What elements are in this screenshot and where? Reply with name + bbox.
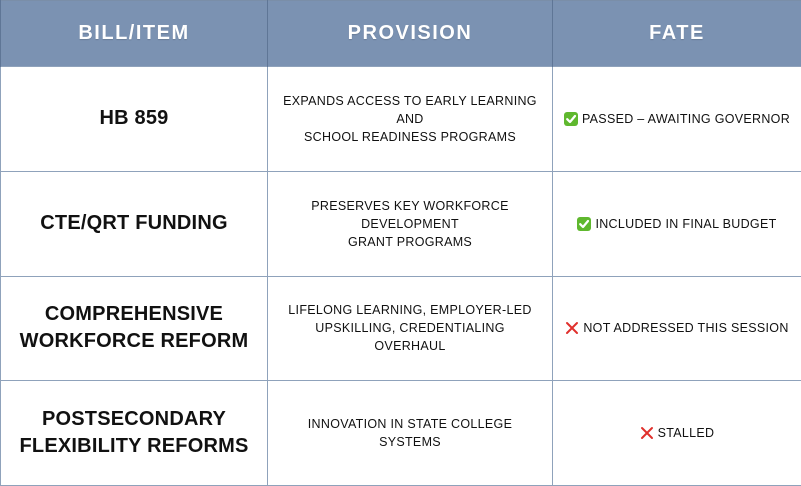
provision-cell	[268, 171, 553, 276]
provision-cell	[268, 67, 553, 172]
provision-line: PRESERVES KEY WORKFORCE DEVELOPMENT	[311, 198, 509, 231]
bill-cell	[1, 381, 268, 486]
fate-text: NOT ADDRESSED THIS SESSION	[583, 321, 789, 336]
provision-line: GRANT PROGRAMS	[347, 234, 473, 249]
fate-cell	[553, 171, 801, 276]
bill-name: POSTSECONDARY	[41, 408, 227, 431]
header-bill: BILL/ITEM	[1, 1, 268, 67]
bill-name: WORKFORCE REFORM	[19, 330, 249, 353]
provision-line: UPSKILLING, CREDENTIALING OVERHAUL	[315, 321, 505, 354]
bill-cell	[1, 171, 268, 276]
cross-mark-icon	[640, 426, 654, 440]
fate-text: STALLED	[657, 426, 715, 441]
table-row	[1, 171, 801, 276]
bill-name: COMPREHENSIVE	[44, 303, 224, 326]
header-row	[1, 1, 801, 67]
fate-cell	[553, 276, 801, 381]
provision-line: SCHOOL READINESS PROGRAMS	[304, 129, 516, 144]
fate-cell	[553, 381, 801, 486]
fate-text: PASSED – AWAITING GOVERNOR	[581, 111, 791, 126]
table-row	[1, 381, 801, 486]
provision-line: INNOVATION IN STATE COLLEGE SYSTEMS	[307, 417, 513, 450]
check-mark-icon	[564, 112, 578, 126]
provision-cell	[268, 381, 553, 486]
bill-cell	[1, 67, 268, 172]
bill-name: FLEXIBILITY REFORMS	[19, 435, 249, 458]
table-row	[1, 276, 801, 381]
bill-name: CTE/QRT FUNDING	[40, 212, 228, 235]
header-fate: FATE	[553, 1, 801, 67]
provision-line: LIFELONG LEARNING, EMPLOYER-LED	[288, 303, 532, 318]
table-row	[1, 67, 801, 172]
bill-name: HB 859	[99, 107, 169, 130]
fate-cell	[553, 67, 801, 172]
header-provision: PROVISION	[268, 1, 553, 67]
provision-cell	[268, 276, 553, 381]
provision-line: EXPANDS ACCESS TO EARLY LEARNING AND	[283, 93, 537, 126]
check-mark-icon	[577, 217, 591, 231]
fate-text: INCLUDED IN FINAL BUDGET	[595, 216, 777, 231]
cross-mark-icon	[565, 321, 579, 335]
bill-cell	[1, 276, 268, 381]
